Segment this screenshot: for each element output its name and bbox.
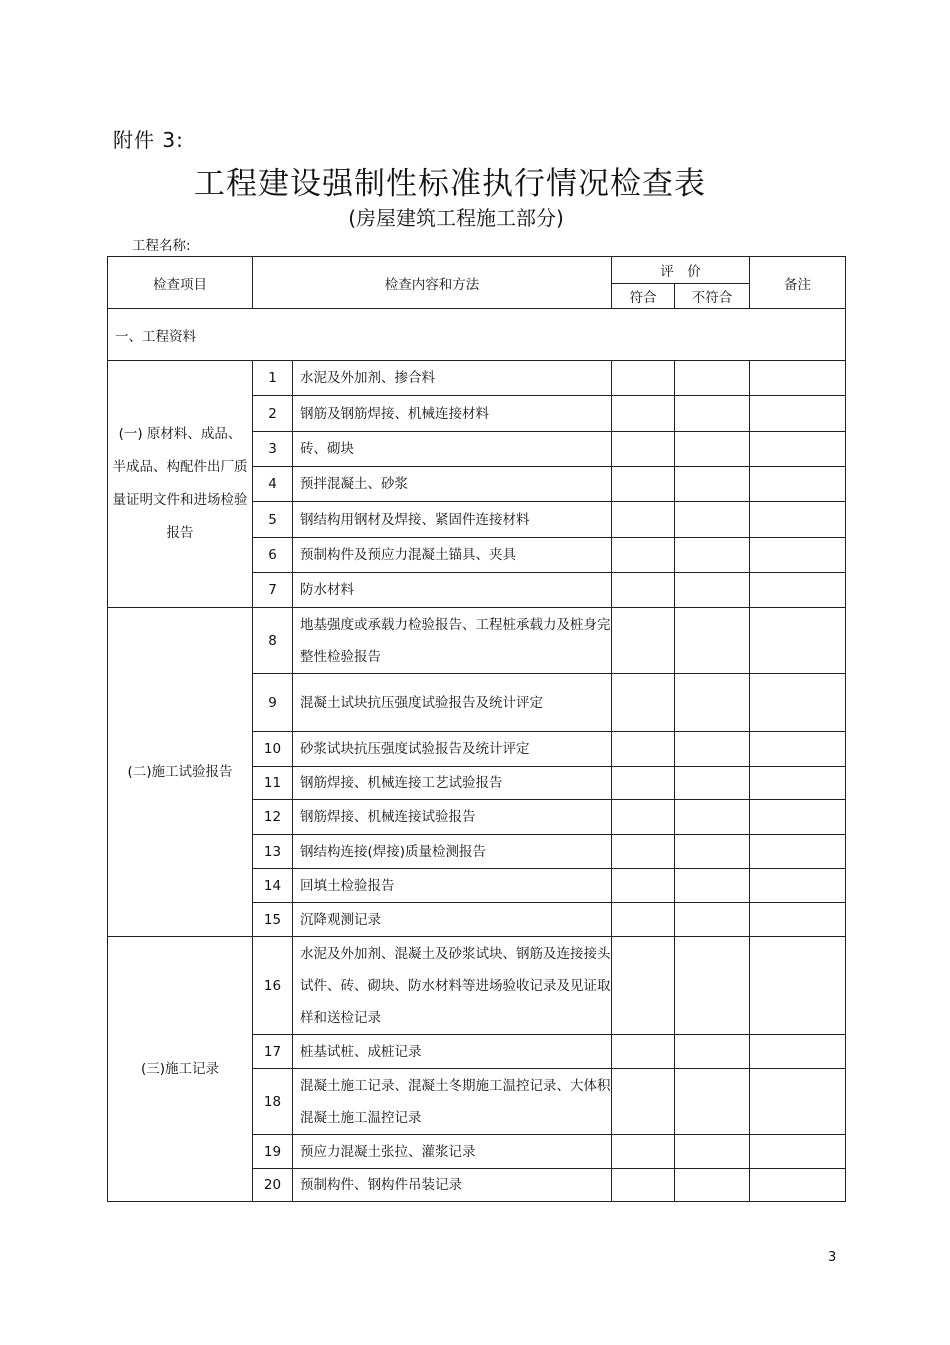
not-conform-cell[interactable] [675,869,750,903]
not-conform-cell[interactable] [675,608,750,674]
not-conform-cell[interactable] [675,538,750,573]
group-label-construction-records: (三)施工记录 [108,937,253,1202]
group-label-materials: (一) 原材料、成品、半成品、构配件出厂质量证明文件和进场检验报告 [108,361,253,608]
not-conform-cell[interactable] [675,1135,750,1169]
remarks-cell[interactable] [750,1135,846,1169]
remarks-cell[interactable] [750,538,846,573]
remarks-cell[interactable] [750,432,846,467]
header-item: 检查项目 [108,257,253,309]
not-conform-cell[interactable] [675,732,750,767]
remarks-cell[interactable] [750,800,846,835]
remarks-cell[interactable] [750,1069,846,1135]
not-conform-cell[interactable] [675,573,750,608]
conform-cell[interactable] [612,767,675,800]
conform-cell[interactable] [612,1035,675,1069]
row-number: 16 [253,937,293,1035]
row-content: 砖、砌块 [293,432,612,467]
row-content: 水泥及外加剂、混凝土及砂浆试块、钢筋及连接接头试件、砖、砌块、防水材料等进场验收记录及见证取样和送检记录 [293,937,612,1035]
header-conform: 符合 [612,284,675,309]
section-title: 一、工程资料 [108,309,846,361]
remarks-cell[interactable] [750,869,846,903]
attachment-label: 附件 3: [113,128,184,152]
not-conform-cell[interactable] [675,1169,750,1202]
row-content: 防水材料 [293,573,612,608]
conform-cell[interactable] [612,1135,675,1169]
conform-cell[interactable] [612,538,675,573]
project-name-label: 工程名称: [132,238,191,254]
not-conform-cell[interactable] [675,396,750,432]
not-conform-cell[interactable] [675,903,750,937]
row-number: 17 [253,1035,293,1069]
remarks-cell[interactable] [750,903,846,937]
conform-cell[interactable] [612,467,675,502]
conform-cell[interactable] [612,674,675,732]
row-number: 8 [253,608,293,674]
row-number: 4 [253,467,293,502]
conform-cell[interactable] [612,903,675,937]
not-conform-cell[interactable] [675,502,750,538]
row-content: 钢筋焊接、机械连接工艺试验报告 [293,767,612,800]
row-content: 地基强度或承载力检验报告、工程桩承载力及桩身完整性检验报告 [293,608,612,674]
not-conform-cell[interactable] [675,800,750,835]
row-number: 20 [253,1169,293,1202]
row-content: 回填土检验报告 [293,869,612,903]
row-number: 10 [253,732,293,767]
not-conform-cell[interactable] [675,674,750,732]
not-conform-cell[interactable] [675,361,750,396]
conform-cell[interactable] [612,361,675,396]
not-conform-cell[interactable] [675,1069,750,1135]
row-number: 9 [253,674,293,732]
remarks-cell[interactable] [750,467,846,502]
row-content: 混凝土施工记录、混凝土冬期施工温控记录、大体积混凝土施工温控记录 [293,1069,612,1135]
row-content: 钢结构连接(焊接)质量检测报告 [293,835,612,869]
remarks-cell[interactable] [750,361,846,396]
remarks-cell[interactable] [750,1035,846,1069]
remarks-cell[interactable] [750,732,846,767]
header-remarks: 备注 [750,257,846,309]
row-content: 预拌混凝土、砂浆 [293,467,612,502]
row-number: 15 [253,903,293,937]
conform-cell[interactable] [612,869,675,903]
conform-cell[interactable] [612,732,675,767]
row-content: 钢筋及钢筋焊接、机械连接材料 [293,396,612,432]
conform-cell[interactable] [612,800,675,835]
conform-cell[interactable] [612,1169,675,1202]
remarks-cell[interactable] [750,767,846,800]
conform-cell[interactable] [612,502,675,538]
row-content: 沉降观测记录 [293,903,612,937]
row-number: 6 [253,538,293,573]
row-number: 7 [253,573,293,608]
header-not-conform: 不符合 [675,284,750,309]
row-content: 预制构件及预应力混凝土锚具、夹具 [293,538,612,573]
row-number: 19 [253,1135,293,1169]
row-content: 混凝土试块抗压强度试验报告及统计评定 [293,674,612,732]
conform-cell[interactable] [612,937,675,1035]
page-subtitle: (房屋建筑工程施工部分) [348,206,564,230]
header-evaluation: 评 价 [612,257,750,284]
remarks-cell[interactable] [750,608,846,674]
row-number: 12 [253,800,293,835]
remarks-cell[interactable] [750,573,846,608]
row-number: 5 [253,502,293,538]
row-content: 砂浆试块抗压强度试验报告及统计评定 [293,732,612,767]
row-number: 2 [253,396,293,432]
header-content: 检查内容和方法 [253,257,612,309]
remarks-cell[interactable] [750,502,846,538]
page-number: 3 [828,1250,837,1265]
remarks-cell[interactable] [750,674,846,732]
not-conform-cell[interactable] [675,1035,750,1069]
row-content: 预应力混凝土张拉、灌浆记录 [293,1135,612,1169]
not-conform-cell[interactable] [675,432,750,467]
row-content: 桩基试桩、成桩记录 [293,1035,612,1069]
remarks-cell[interactable] [750,937,846,1035]
page-title: 工程建设强制性标准执行情况检查表 [194,166,706,202]
not-conform-cell[interactable] [675,467,750,502]
inspection-table [107,256,846,1202]
row-number: 1 [253,361,293,396]
row-content: 水泥及外加剂、掺合料 [293,361,612,396]
not-conform-cell[interactable] [675,767,750,800]
conform-cell[interactable] [612,1069,675,1135]
row-number: 13 [253,835,293,869]
group-label-test-reports: (二)施工试验报告 [108,608,253,937]
row-number: 18 [253,1069,293,1135]
conform-cell[interactable] [612,573,675,608]
row-content: 钢结构用钢材及焊接、紧固件连接材料 [293,502,612,538]
conform-cell[interactable] [612,396,675,432]
not-conform-cell[interactable] [675,835,750,869]
row-number: 11 [253,767,293,800]
remarks-cell[interactable] [750,396,846,432]
conform-cell[interactable] [612,608,675,674]
not-conform-cell[interactable] [675,937,750,1035]
row-number: 3 [253,432,293,467]
remarks-cell[interactable] [750,1169,846,1202]
row-content: 钢筋焊接、机械连接试验报告 [293,800,612,835]
row-number: 14 [253,869,293,903]
conform-cell[interactable] [612,835,675,869]
conform-cell[interactable] [612,432,675,467]
remarks-cell[interactable] [750,835,846,869]
row-content: 预制构件、钢构件吊装记录 [293,1169,612,1202]
